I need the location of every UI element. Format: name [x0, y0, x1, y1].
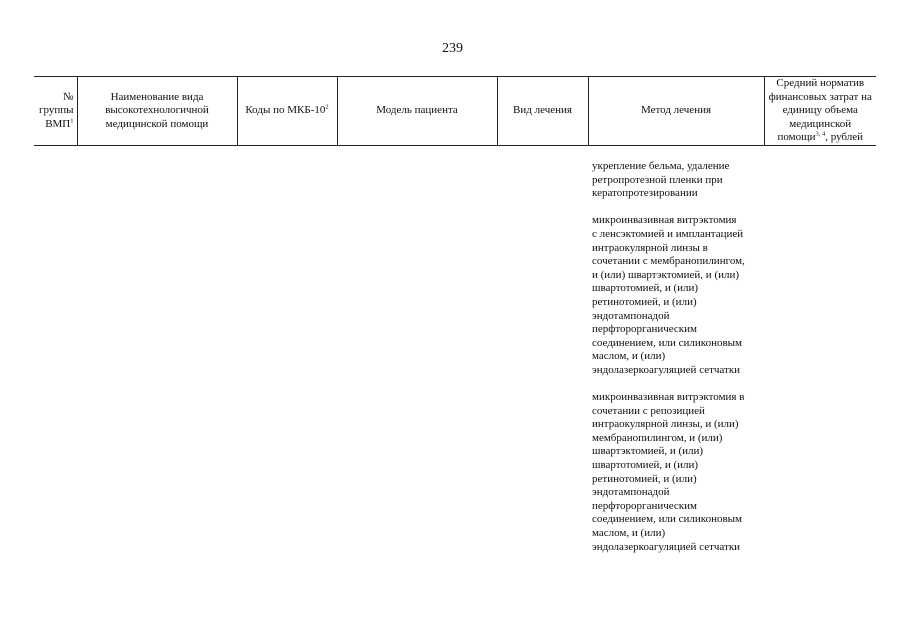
- treatment-method-cell: [592, 160, 768, 568]
- header-icd-codes: [237, 77, 337, 146]
- method-paragraph: микроинвазивная витрэктомия в сочетании с репозицией интраокулярной линзы, и (или) мембранопилингом, и (или) швартэктомией, и (или) швартотомией, и (или) ретинотомией, и (или) эндотампонадой перфторорганическим соединением, или силиконовым маслом, и (или) эндолазеркоагуляцией сетчатки: [592, 391, 745, 553]
- footnote-marker: 1: [70, 116, 74, 124]
- header-patient-model: [337, 77, 497, 146]
- header-patient-model-label: Модель пациента: [376, 104, 458, 116]
- header-icd-codes-label: Коды по МКБ-10: [245, 104, 326, 116]
- footnote-marker: 2: [325, 103, 329, 111]
- header-average-cost-unit: , рублей: [825, 131, 864, 143]
- header-average-cost: [764, 77, 876, 146]
- page-number: 239: [442, 41, 463, 56]
- footnote-marker: 3, 4: [815, 130, 826, 138]
- header-treatment-type-label: Вид лечения: [513, 104, 572, 116]
- header-treatment-method-label: Метод лечения: [640, 104, 712, 116]
- header-treatment-type: [497, 77, 588, 146]
- header-care-type-name-label: Наименование вида высокотехнологичной медицинской помощи: [105, 90, 209, 130]
- header-group-number-label: № группы ВМП: [38, 90, 74, 130]
- header-treatment-method: [588, 77, 764, 146]
- header-care-type-name: [77, 77, 237, 146]
- header-average-cost-label: Средний норматив финансовых затрат на единицу объема медицинской помощи: [768, 77, 872, 143]
- table-header-row: [34, 77, 876, 146]
- header-group-number: [34, 77, 77, 146]
- method-paragraph: укрепление бельма, удаление ретропротезной пленки при кератопротезировании: [592, 160, 730, 200]
- vmp-table: [34, 76, 876, 146]
- method-paragraph: микроинвазивная витрэктомия с ленсэктомией и имплантацией интраокулярной линзы в сочетании с мембранопилингом, и (или) швартэктомией, и (или) швартотомией, и (или) ретинотомией, и (или) эндотампонадой перфторорганическим соединением, или силиконовым маслом, и (или) эндолазеркоагуляцией сетчатки: [592, 214, 745, 376]
